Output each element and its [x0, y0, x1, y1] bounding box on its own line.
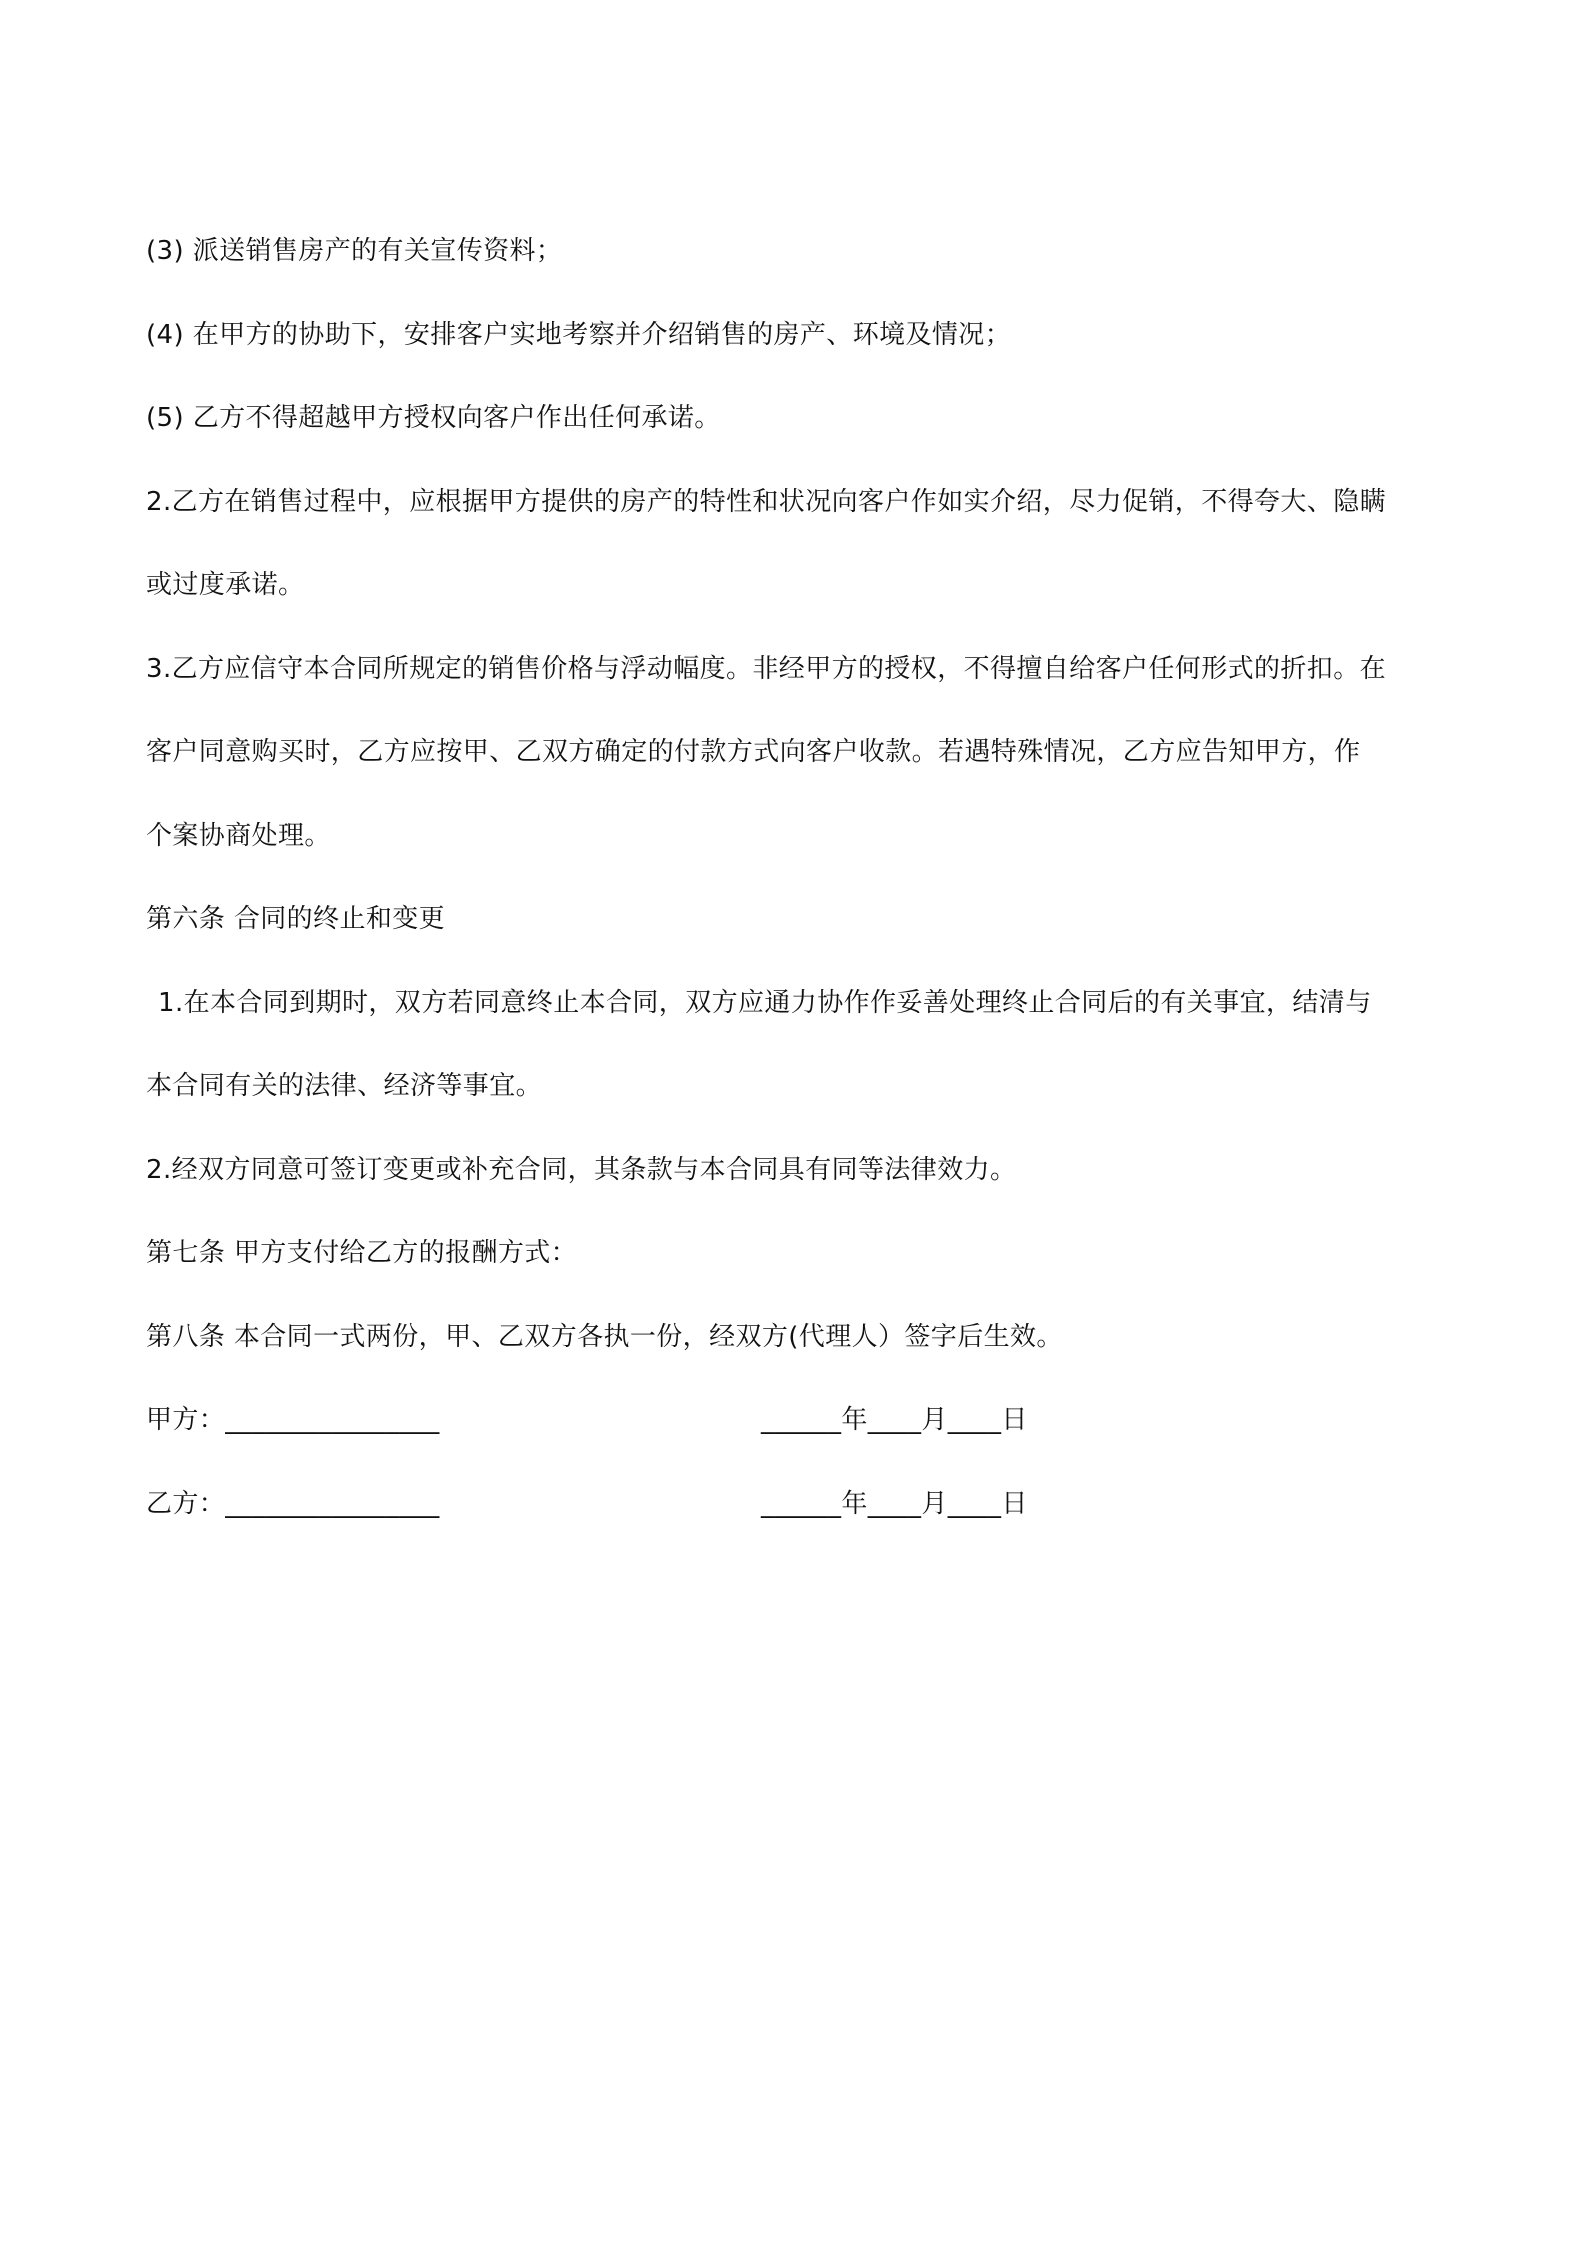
article-6-item-1-line-2: 本合同有关的法律、经济等事宜。 — [146, 1071, 543, 1101]
article-6-item-1-line-1: 1.在本合同到期时，双方若同意终止本合同，双方应通力协作作妥善处理终止合同后的有关事宜，结清与 — [158, 987, 1372, 1018]
paragraph-2-line-2: 或过度承诺。 — [146, 570, 305, 600]
party-b-date-field: ______年____月____日 — [761, 1488, 1028, 1519]
signature-row-party-b — [146, 1463, 1456, 1547]
contract-body — [146, 210, 1456, 1546]
paragraph-3-line-1: 3.乙方应信守本合同所规定的销售价格与浮动幅度。非经甲方的授权，不得擅自给客户任何形式的折扣。在 — [146, 653, 1387, 684]
paragraph-3-line-3: 个案协商处理。 — [146, 820, 331, 851]
paragraph-2-line-1: 2.乙方在销售过程中，应根据甲方提供的房产的特性和状况向客户作如实介绍，尽力促销，不得夸大、隐瞒 — [146, 486, 1387, 517]
party-a-date-field: ______年____月____日 — [761, 1405, 1028, 1435]
party-a-signature-field: 甲方：________________ — [146, 1405, 440, 1435]
clause-3-item: (3) 派送销售房产的有关宣传资料； — [146, 236, 563, 266]
clause-4-item: (4) 在甲方的协助下，安排客户实地考察并介绍销售的房产、环境及情况； — [146, 319, 1012, 350]
article-6-heading: 第六条 合同的终止和变更 — [146, 904, 446, 934]
article-8-heading: 第八条 本合同一式两份，甲、乙双方各执一份，经双方(代理人）签字后生效。 — [146, 1321, 1063, 1352]
clause-5-item: (5) 乙方不得超越甲方授权向客户作出任何承诺。 — [146, 403, 721, 433]
paragraph-3-line-2: 客户同意购买时，乙方应按甲、乙双方确定的付款方式向客户收款。若遇特殊情况，乙方应告知甲方，作 — [146, 737, 1361, 767]
article-7-heading: 第七条 甲方支付给乙方的报酬方式： — [146, 1238, 578, 1268]
article-6-item-2: 2.经双方同意可签订变更或补充合同，其条款与本合同具有同等法律效力。 — [146, 1154, 1017, 1185]
party-b-signature-field: 乙方：________________ — [146, 1488, 440, 1519]
signature-row-party-a — [146, 1379, 1456, 1463]
